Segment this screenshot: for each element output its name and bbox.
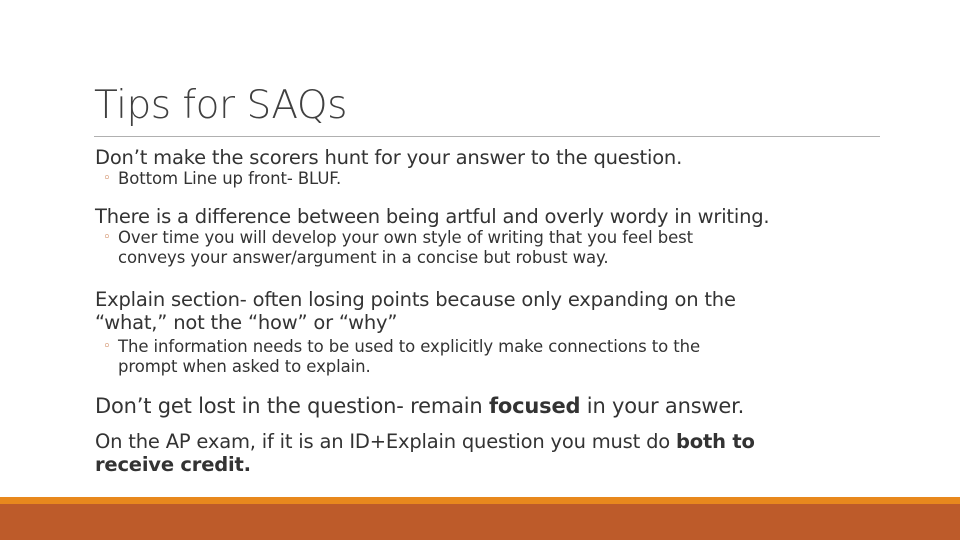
tip-text-line: Explain section- often losing points because only expanding on the — [95, 288, 736, 311]
emphasis-text-line: receive credit. — [95, 453, 251, 476]
tip-item-1 — [95, 146, 875, 189]
tip-text-start: On the AP exam, if it is an ID+Explain question you must do — [95, 430, 676, 453]
title-underline — [94, 136, 880, 137]
bullet-icon: ◦ — [103, 230, 111, 245]
slide-title: Tips for SAQs — [94, 83, 347, 128]
footer-bar — [0, 504, 960, 540]
tip-text-line — [95, 430, 875, 453]
bullet-icon: ◦ — [103, 339, 111, 354]
tip-text: Don’t make the scorers hunt for your answer to the question. — [95, 146, 683, 169]
tip-item-3 — [95, 288, 875, 377]
emphasis-text: focused — [488, 394, 581, 418]
emphasis-text: both to — [676, 430, 755, 453]
tip-text: There is a difference between being artful and overly wordy in writing. — [95, 205, 770, 228]
tip-subpoint-line: Over time you will develop your own style of writing that you feel best — [118, 228, 693, 247]
tip-subpoint-text: Bottom Line up front- BLUF. — [118, 169, 342, 188]
tip-subpoint-line: prompt when asked to explain. — [118, 357, 371, 376]
tip-subpoint — [103, 169, 875, 189]
tip-item-5 — [95, 430, 875, 476]
tip-subpoint — [103, 337, 875, 377]
tip-text-end: in your answer. — [580, 394, 745, 418]
footer-accent-stripe — [0, 497, 960, 504]
tip-subpoint-line: The information needs to be used to explicitly make connections to the — [118, 337, 701, 356]
tip-subpoint — [103, 228, 875, 268]
tip-text-start: Don’t get lost in the question- remain — [95, 394, 489, 418]
tip-item-4 — [95, 393, 875, 419]
tip-text — [95, 393, 875, 419]
tip-item-2 — [95, 205, 875, 268]
tip-subpoint-line: conveys your answer/argument in a concise but robust way. — [118, 248, 609, 267]
bullet-icon: ◦ — [103, 171, 111, 186]
tip-text-line: “what,” not the “how” or “why” — [95, 311, 398, 334]
